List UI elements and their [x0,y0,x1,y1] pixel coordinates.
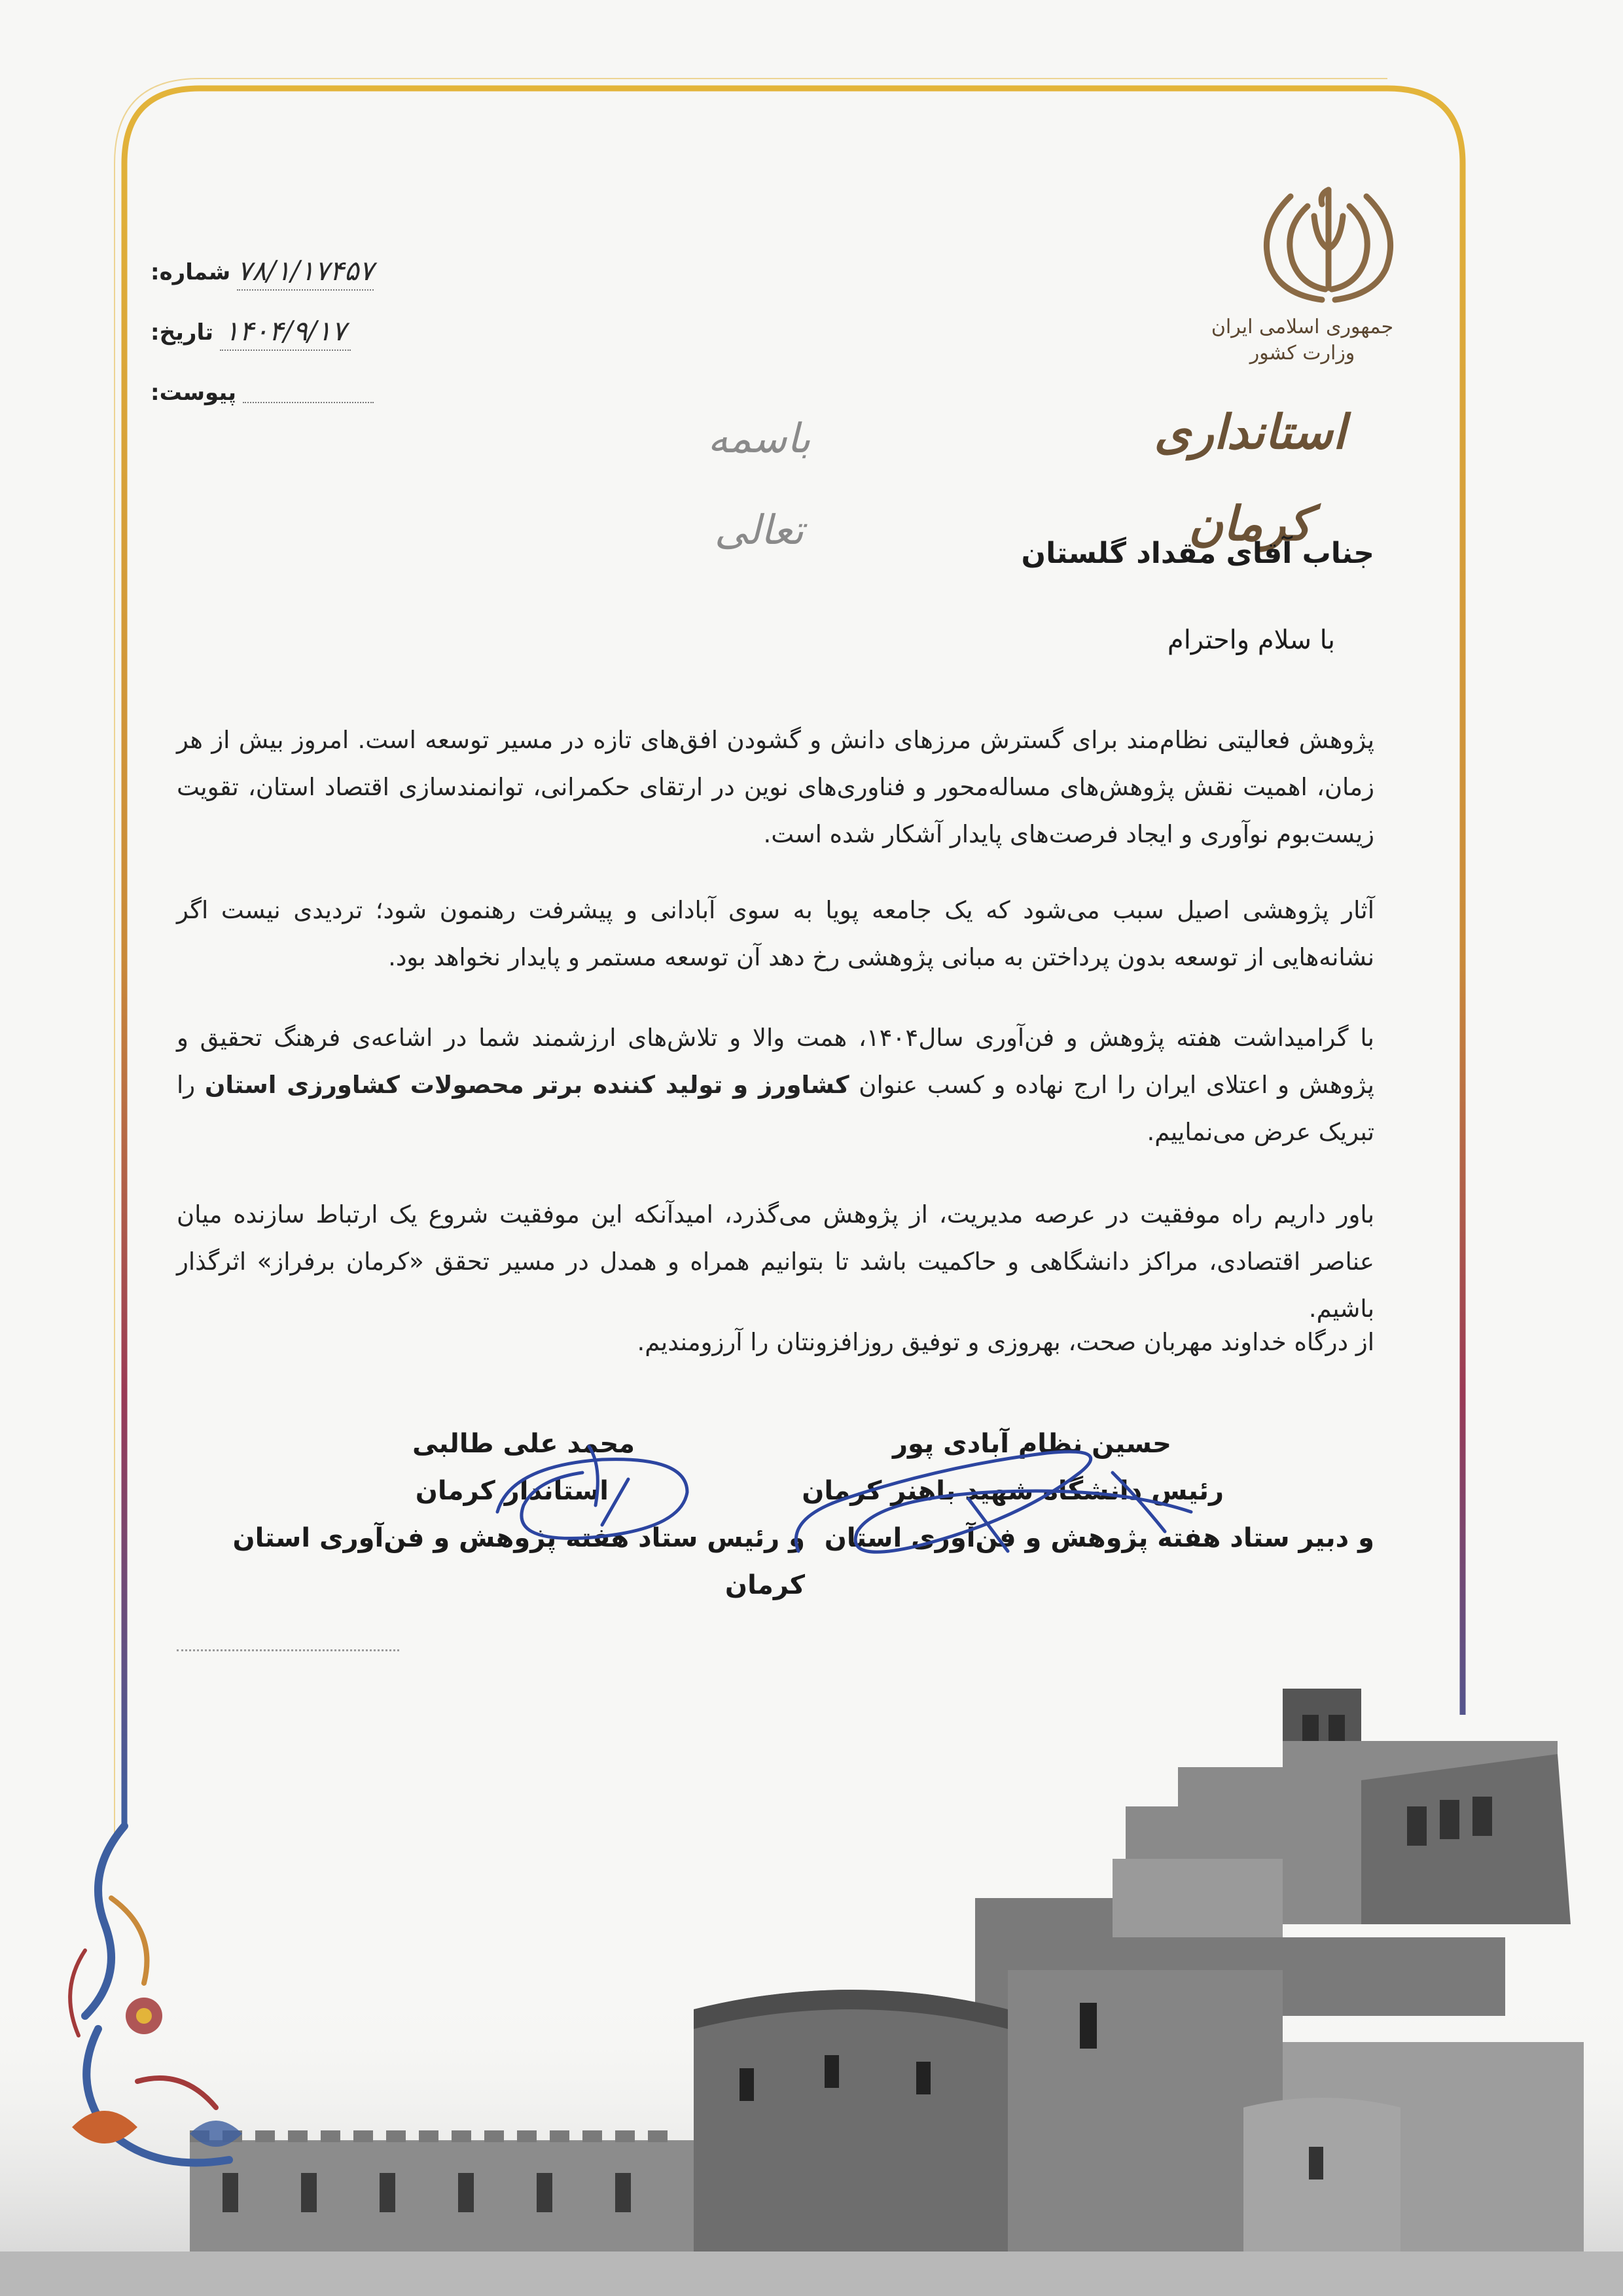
paragraph-3-start: با گرامیداشت هفته پژوهش و فن‌آوری سال۱۴۰۴، همت والا و تلاش‌های ارزشمند شما در اشاعه‌ی فرهنگ تحقیق و پژوهش و اعتلای ایران را ارج نهاده و کسب عنوان [177,1024,1374,1099]
date-label: تاریخ: [151,319,213,346]
organization-name: استانداری کرمان [1154,404,1346,551]
signatory-right-name: حسین نظام آبادی پور [892,1429,1171,1459]
letter-metadata [151,242,386,423]
iran-emblem-icon [1230,177,1427,308]
paragraph-5: از درگاه خداوند مهربان صحت، بهروزی و توفیق روزافزونتان را آرزومندیم. [637,1328,1374,1356]
addressee: جناب آقای مقداد گلستان [1021,537,1374,570]
paragraph-4: باور داریم راه موفقیت در عرصه مدیریت، از پژوهش می‌گذرد، امیدآنکه این موفقیت شروع یک ارتباط سازنده میان عناصر اقتصادی، مراکز دانشگاهی و حاکمیت باشد تا بتوانیم همراه و همدل در مسیر تحقق «کرمان برفراز» اثرگذار باشیم. [177,1200,1374,1323]
basmala [661,393,857,554]
signatory-right-title: رئیس دانشگاه شهید باهنر کرمان [802,1476,1224,1506]
number-value: ۷۸/۱/۱۷۴۵۷ [237,255,374,291]
signatory-right-role: و دبیر ستاد هفته پژوهش و فن‌آوری استان [824,1523,1374,1553]
number-label: شماره: [151,259,231,285]
date-row [151,302,386,363]
paragraph-1: پژوهش فعالیتی نظام‌مند برای گسترش مرزهای دانش و گشودن افق‌های تازه در مسیر توسعه است. امروز بیش از هر زمان، اهمیت نقش پژوهش‌های مساله‌محور و فناوری‌های نوین در ارتقای حکمرانی، توانمندسازی اقتصاد استان، تقویت زیست‌بوم نوآوری و ایجاد فرصت‌های پایدار آشکار شده است. [177,726,1374,848]
paragraph-2: آثار پژوهشی اصیل سبب می‌شود که یک جامعه پویا به سوی آبادانی و پیشرفت رهنمون شود؛ تردیدی نیست اگر نشانه‌هایی از توسعه بدون پرداختن به مبانی پژوهشی رخ دهد آن توسعه مستمر و پایدار نخواهد بود. [177,896,1374,971]
signature-right [772,1420,1243,1590]
signatory-left-role: و رئیس ستاد هفته پژوهش و فن‌آوری استان کرمان [232,1523,805,1600]
attachment-label: پیوست: [151,380,236,406]
paragraph-3-end: را تبریک عرض می‌نماییم. [177,1071,1374,1146]
organization-logotype [1113,386,1387,551]
dotted-line [177,1649,399,1651]
org-line1: جمهوری اسلامی ایران [1211,315,1394,338]
ornament-corner-icon [46,1820,281,2186]
date-value: ۱۴۰۴/۹/۱۷ [220,315,351,351]
greeting: با سلام واحترام [1167,625,1335,655]
number-row [151,242,386,302]
signatory-left-name: محمد علی طالبی [412,1429,635,1459]
paragraph-3 [177,1014,1374,1156]
signatory-left-title: استاندار کرمان [415,1476,609,1506]
organization-subtitle [1204,314,1400,367]
org-line2: وزارت کشور [1249,342,1355,365]
signature-left [471,1427,707,1558]
award-title: کشاورز و تولید کننده برتر محصولات کشاورزی استان [204,1071,849,1099]
basmala-text: باسمه تعالی [707,414,811,554]
attachment-row [151,363,386,423]
attachment-value [243,382,374,403]
